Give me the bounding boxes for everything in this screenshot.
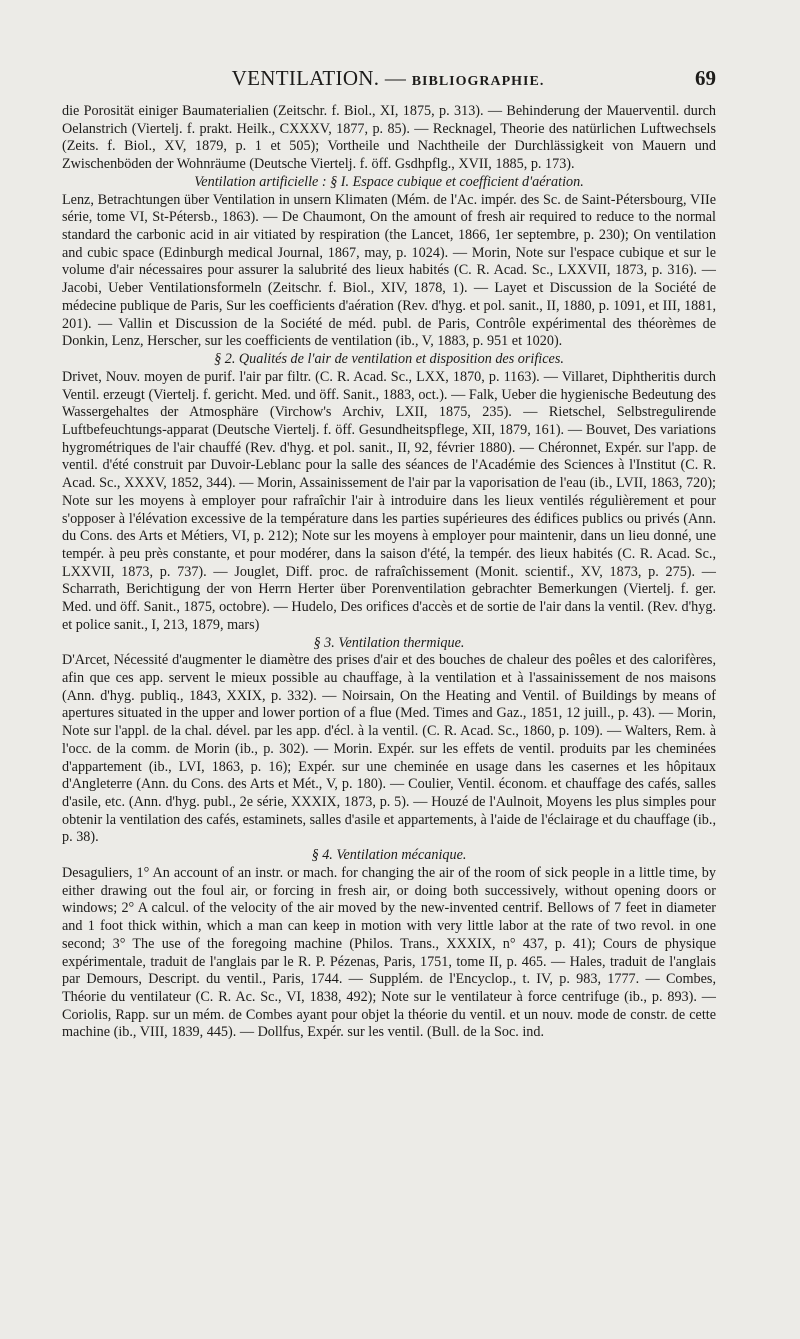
- running-title-sub: BIBLIOGRAPHIE.: [411, 74, 545, 89]
- page-body: [62, 103, 716, 1042]
- section-heading: § 3. Ventilation thermique.: [313, 634, 465, 651]
- running-title: [60, 66, 716, 91]
- page-number: 69: [695, 66, 716, 90]
- running-title-main: VENTILATION. —: [231, 66, 412, 90]
- paragraph: D'Arcet, Nécessité d'augmenter le diamètre des prises d'air et des bouches de chaleur des poêles et des calorifères, afin que ces app. servent le mieux possible au chauffage, à la ventilation et à l'assainissement de nos maisons (Ann. d'hyg. publiq., 1843, XXIX, p. 332). — Noirsain, On the Heating and Ventil. of Buildings by means of apertures situated in the upper and lower portion of a flue (Med. Times and Gaz., 1851, 12 juill., p. 43). — Morin, Note sur l'appl. de la chal. dével. par les app. d'écl. à la ventil. (C. R. Acad. Sc., 1860, p. 109). — Walters, Rem. à l'occ. de la comm. de Morin (ib., p. 302). — Morin. Expér. sur les effets de ventil. produits par les cheminées d'appartement (ib., LVI, 1863, p. 16); Expér. sur une cheminée en usage dans les casernes et les hôpitaux d'Angleterre (Ann. du Cons. des Arts et Mét., V, p. 180). — Coulier, Ventil. économ. et chauffage des cafés, salles d'asile, etc. (Ann. d'hyg. publ., 2e série, XXXIX, 1873, p. 5). — Houzé de l'Aulnoit, Moyens les plus simples pour obtenir la ventilation des cafés, estaminets, salles d'asile et appartements, à l'aide de l'éclairage et du chauffage (ib., p. 38).: [62, 652, 716, 846]
- section-heading: § 2. Qualités de l'air de ventilation et disposition des orifices.: [214, 351, 564, 368]
- paragraph: Drivet, Nouv. moyen de purif. l'air par filtr. (C. R. Acad. Sc., LXX, 1870, p. 1163). — Villaret, Diphtheritis durch Ventil. erzeugt (Viertelj. f. gericht. Med. und öff. Sanit., 1883, oct.). — Falk, Ueber die hygienische Bedeutung des Wassergehaltes der Atmosphäre (Virchow's Archiv, LXII, 1875, 235). — Rietschel, Selbstregulirende Luftbefeuchtungs-apparat (Deutsche Viertelj. f. öff. Gesundheitspflege, XII, 1879, 161). — Bouvet, Des variations hygrométriques de l'air chauffé (Rev. d'hyg. et pol. sanit., II, 92, février 1880). — Chéronnet, Expér. sur l'app. de ventil. d'été construit par Duvoir-Leblanc pour la salle des séances de l'Académie des Sciences à l'Institut (C. R. Acad. Sc., XXXV, 1852, 344). — Morin, Assainissement de l'air par la vaporisation de l'eau (ib., LVII, 1863, 720); Note sur les moyens à employer pour rafraîchir l'air à introduire dans les lieux ventilés régulièrement et pour s'opposer à l'élévation excessive de la température dans les parties supérieures des édifices publics ou privés (Ann. du Cons. des Arts et Métiers, VI, p. 212); Note sur les moyens à employer pour maintenir, dans un lieu donné, une tempér. à peu près constante, et pour modérer, dans la saison d'été, la tempér. des lieux habités (C. R. Acad. Sc., LXXVII, 1873, p. 737). — Jouglet, Diff. proc. de rafraîchissement (Monit. scientif., XV, 1873, p. 275). — Scharrath, Berichtigung der von Herrn Herter über Porenventilation gebrachter Bemerkungen (Viertelj. f. ger. Med. und öff. Sanit., 1875, octobre). — Hudelo, Des orifices d'accès et de sortie de l'air dans la ventil. (Rev. d'hyg. et police sanit., I, 213, 1879, mars): [62, 368, 716, 633]
- page-header: [60, 66, 716, 96]
- section-heading: Ventilation artificielle : § I. Espace cubique et coefficient d'aération.: [194, 173, 584, 190]
- section-heading: § 4. Ventilation mécanique.: [311, 847, 467, 864]
- paragraph: Lenz, Betrachtungen über Ventilation in unsern Klimaten (Mém. de l'Ac. impér. des Sc. de Saint-Pétersbourg, VIIe série, tome VI, St-Pétersb., 1863). — De Chaumont, On the amount of fresh air required to reduce to the normal standard the carbonic acid in air vitiated by respiration (the Lancet, 1866, 1er septembre, p. 230); On ventilation and cubic space (Edinburgh medical Journal, 1867, may, p. 1024). — Morin, Note sur l'espace cubique et sur le volume d'air nécessaires pour assurer la salubrité des lieux habités (C. R. Acad. Sc., LXXVII, 1873, p. 316). — Jacobi, Ueber Ventilationsformeln (Zeitschr. f. Biol., XIV, 1878, 1). — Layet et Discussion de la Société de médecine publique de Paris, Sur les coefficients d'aération (Rev. d'hyg. et pol. sanit., II, 1880, p. 1091, et III, 1881, 201). — Vallin et Discussion de la Société de méd. publ. de Paris, Contrôle expérimental des théorèmes de Donkin, Lenz, Herscher, sur les coefficients de ventilation (ib., V, 1883, p. 951 et 1020).: [62, 191, 716, 350]
- paragraph: die Porosität einiger Baumaterialien (Zeitschr. f. Biol., XI, 1875, p. 313). — Behinderung der Mauerventil. durch Oelanstrich (Viertelj. f. prakt. Heilk., CXXXV, 1877, p. 85). — Recknagel, Theorie des natürlichen Luftwechsels (Zeits. f. Biol., XV, 1879, p. 1 et 505); Vortheile und Nachtheile der Durchlässigkeit von Mauern und Zwischenböden der Wohnräume (Deutsche Viertelj. f. öff. Gsdhpflg., XVII, 1885, p. 173).: [62, 103, 716, 173]
- paragraph: Desaguliers, 1° An account of an instr. or mach. for changing the air of the room of sick people in a little time, by either drawing out the foul air, or forcing in fresh air, or doing both successively, without opening doors or windows; 2° A calcul. of the velocity of the air moved by the new-invented centrif. Bellows of 7 feet in diameter and 1 foot thick within, which a man can keep in motion with very little labor at the rate of two revol. in one second; 3° The use of the foregoing machine (Philos. Trans., XXXIX, n° 437, p. 41); Cours de physique expérimentale, traduit de l'anglais par le R. P. Pézenas, Paris, 1751, tome II, p. 465. — Hales, traduit de l'anglais par Demours, Descript. du ventil., Paris, 1744. — Supplém. de l'Encyclop., t. IV, p. 983, 1777. — Combes, Théorie du ventilateur (C. R. Ac. Sc., VI, 1838, 492); Note sur le ventilateur à force centrifuge (ib., p. 893). — Coriolis, Rapp. sur un mém. de Combes ayant pour objet la théorie du ventil. et un nouv. mode de constr. de cette machine (ib., VIII, 1839, 445). — Dollfus, Expér. sur les ventil. (Bull. de la Soc. ind.: [62, 864, 716, 1041]
